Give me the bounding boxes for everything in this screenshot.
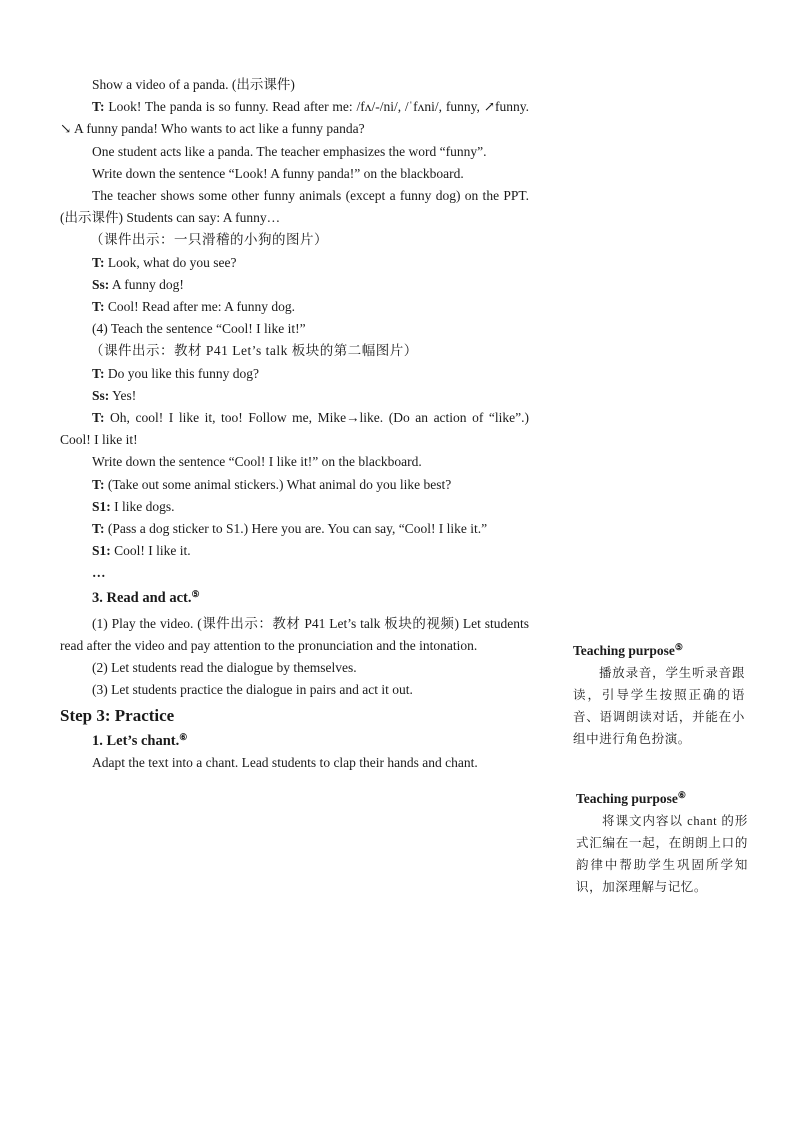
dialogue-line — [60, 474, 529, 496]
dialogue-text: Look, what do you see? — [104, 254, 237, 270]
speaker-label: T: — [92, 521, 105, 537]
ellipsis: … — [92, 565, 106, 581]
paragraph: (2) Let students read the dialogue by themselves. — [92, 660, 357, 676]
note-title-text: Teaching purpose — [576, 791, 678, 806]
speaker-label: T: — [92, 299, 105, 315]
paragraph: (1) Play the video. (课件出示：教材 P41 Let’s talk 板块的视频) Let students read after the video and pay attention to the pronunciation and the intonation. — [60, 615, 529, 654]
speaker-label: T: — [92, 99, 105, 115]
dialogue-text: (Pass a dog sticker to S1.) Here you are. You can say, “Cool! I like it.” — [104, 521, 488, 537]
note-title-text: Teaching purpose — [573, 643, 675, 658]
footnote-marker: ⑤ — [191, 588, 200, 599]
speaker-label: S1: — [92, 543, 111, 559]
dialogue-text: Cool! Read after me: A funny dog. — [104, 299, 295, 315]
footnote-marker: ⑥ — [677, 790, 686, 800]
paragraph: (4) Teach the sentence “Cool! I like it!” — [92, 321, 306, 337]
paragraph: Show a video of a panda. (出示课件) — [92, 77, 295, 92]
dialogue-text: Oh, cool! I like it, too! Follow me, Mike→like. (Do an action of “like”.) Cool! I like it! — [60, 410, 529, 448]
paragraph: One student acts like a panda. The teacher emphasizes the word “funny”. — [92, 143, 487, 159]
dialogue-text: I like dogs. — [110, 498, 175, 514]
teaching-purpose-note — [576, 788, 748, 898]
dialogue-line — [60, 252, 529, 274]
speaker-label: Ss: — [92, 276, 110, 292]
paragraph: Write down the sentence “Cool! I like it!” on the blackboard. — [92, 454, 422, 470]
speaker-label: Ss: — [92, 387, 110, 403]
speaker-label: T: — [92, 476, 105, 492]
dialogue-line — [60, 363, 529, 385]
dialogue-line — [60, 407, 529, 451]
footnote-marker: ⑥ — [179, 731, 188, 742]
dialogue-text: Do you like this funny dog? — [104, 365, 259, 381]
step-heading: Step 3: Practice — [60, 705, 175, 725]
note-body: 将课文内容以 chant 的形式汇编在一起，在朗朗上口的韵律中帮助学生巩固所学知识，加深理解与记忆。 — [576, 814, 748, 894]
paragraph: The teacher shows some other funny animals (except a funny dog) on the PPT. (出示课件) Students can say: A funny… — [60, 188, 529, 226]
dialogue-line — [60, 274, 529, 296]
section-heading — [60, 730, 529, 752]
dialogue-text: Look! The panda is so funny. Read after me: /fʌ/-/ni/, /ˈfʌni/, funny, ↗funny. ↘ A funny panda! Who wants to act like a funny panda? — [60, 99, 529, 137]
dialogue-line — [60, 385, 529, 407]
dialogue-line — [60, 518, 529, 540]
teaching-purpose-note — [573, 640, 745, 750]
speaker-label: T: — [92, 410, 105, 426]
dialogue-line — [60, 540, 529, 562]
courseware-note: （课件出示：教材 P41 Let’s talk 板块的第二幅图片） — [90, 343, 418, 359]
note-title — [573, 640, 745, 662]
section-heading-text: 1. Let’s chant. — [92, 732, 180, 749]
dialogue-text: A funny dog! — [109, 276, 184, 292]
footnote-marker: ⑤ — [674, 642, 683, 652]
paragraph: Write down the sentence “Look! A funny panda!” on the blackboard. — [92, 165, 464, 181]
speaker-label: T: — [92, 365, 105, 381]
dialogue-line — [60, 496, 529, 518]
lesson-body — [60, 74, 529, 774]
dialogue-text: Cool! I like it. — [110, 543, 191, 559]
paragraph: (3) Let students practice the dialogue in pairs and act it out. — [92, 682, 413, 698]
dialogue-text: (Take out some animal stickers.) What animal do you like best? — [104, 476, 452, 492]
speaker-label: S1: — [92, 498, 111, 514]
speaker-label: T: — [92, 254, 105, 270]
section-heading — [60, 587, 529, 609]
dialogue-line — [60, 296, 529, 318]
paragraph: Adapt the text into a chant. Lead students to clap their hands and chant. — [92, 754, 478, 770]
dialogue-text: Yes! — [109, 387, 137, 403]
dialogue-line — [60, 96, 529, 140]
section-heading-text: 3. Read and act. — [92, 589, 192, 606]
note-title — [576, 788, 748, 810]
courseware-note: （课件出示：一只滑稽的小狗的图片） — [90, 232, 328, 248]
note-body: 播放录音，学生听录音跟读，引导学生按照正确的语音、语调朗读对话，并能在小组中进行角色扮演。 — [573, 666, 745, 746]
